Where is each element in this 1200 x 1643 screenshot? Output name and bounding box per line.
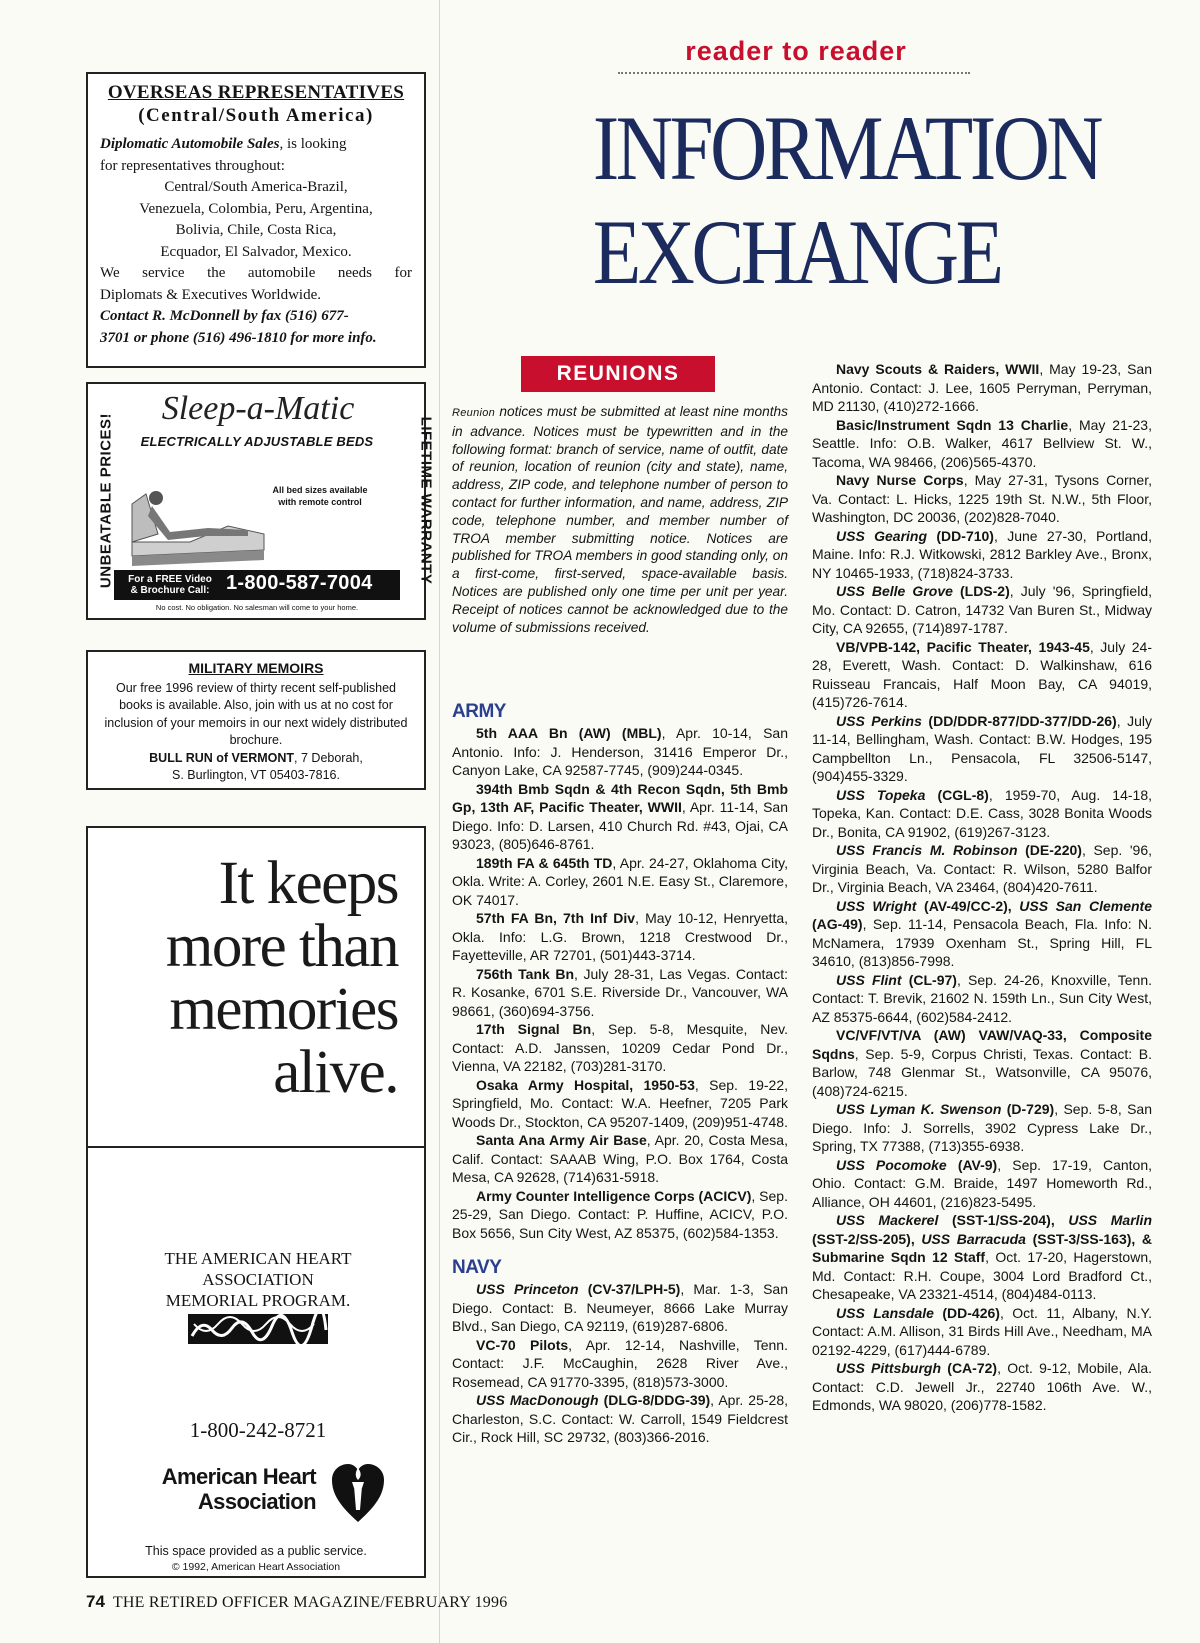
ship-name: USS Barracuda: [921, 1230, 1026, 1247]
overseas-line2: for representatives throughout:: [100, 157, 285, 174]
unit-name: Osaka Army Hospital, 1950-53: [476, 1076, 695, 1093]
entry-details: , May 19-23, San Antonio. Contact: J. Lee, 1605 Perryman, Perryman, MD 21130, (410)272-1666.: [812, 361, 1152, 414]
reunion-entry: [812, 360, 1152, 416]
entry-details: , Sep. '96, Virginia Beach, Va. Contact: R. Wilson, 5280 Balfor Dr., Virginia Beach, VA 23464, (804)420-7611.: [812, 842, 1153, 895]
unit-name: Basic/Instrument Sqdn 13 Charlie: [836, 416, 1069, 433]
entry-details: , 1959-70, Aug. 14-18, Topeka, Kan. Contact: D.E. Cass, 3028 Bonita Woods Dr., Bonita, CA 91902, (619)267-3123.: [812, 786, 1153, 840]
reunion-entry: [812, 638, 1152, 712]
entry-details: , Oct. 17-20, Hagerstown, Md. Contact: R.H. Coupe, 3004 Lord Bradford Ct., Chesapeake, VA 23321-4514, (804)484-0113.: [812, 1249, 1152, 1302]
overseas-line4: Venezuela, Colombia, Peru, Argentina,: [139, 200, 373, 217]
reunion-entry: [812, 527, 1152, 583]
entry-details: , Sep. 11-14, Pensacola Beach, Fla. Info: N. McNamera, 17939 Oxenham St., Spring Hill, FL 34610, (813)856-7998.: [812, 916, 1152, 969]
ship-name: USS Lyman K. Swenson: [836, 1101, 1002, 1117]
call-bar: [114, 570, 400, 600]
middle-column: [452, 700, 788, 1447]
entry-details: , Sep. 25-29, San Diego. Contact: P. Huffine, ACICV, P.O. Box 5656, Sun City West, AZ 85375, (602)584-1353.: [452, 1187, 788, 1241]
ship-name: USS Flint: [836, 971, 902, 988]
reunion-entry: [812, 1156, 1152, 1212]
unit-name: Navy Nurse Corps: [836, 472, 964, 488]
sleep-a-matic-phone: 1-800-587-7004: [226, 572, 373, 594]
sleep-a-matic-fine-print: No cost. No obligation. No salesman will come to your home.: [155, 603, 359, 612]
ship-name: USS Pittsburgh: [836, 1360, 942, 1376]
overseas-line7: We service the automobile needs for: [100, 265, 412, 281]
reunion-entry: [452, 1020, 788, 1076]
overseas-line5: Bolivia, Chile, Costa Rica,: [175, 222, 337, 238]
ship-name: USS Gearing: [836, 527, 928, 544]
entry-details: , Sep. 19-22, Springfield, Mo. Contact: W.A. Heefner, 7205 Park Woods Dr., Stockton, CA 95207-1409, (209)951-4748.: [452, 1076, 788, 1130]
reunion-entry: [812, 712, 1152, 786]
heart-headline: It keeps more than memories alive.: [165, 850, 398, 1106]
unit-name: (AV-49/CC-2),: [916, 897, 1020, 914]
sleep-a-matic-ad: [86, 382, 435, 620]
reunion-entry: [812, 786, 1152, 842]
bed-sizes-note: All bed sizes available with remote control: [272, 485, 368, 507]
unit-name: (CA-72): [941, 1360, 998, 1376]
entry-details: , June 27-30, Portland, Maine. Info: R.J. Witkowski, 2812 Barkley Ave., Bronx, NY 10465-1933, (718)824-3733.: [812, 527, 1152, 581]
magazine-issue: THE RETIRED OFFICER MAGAZINE/FEBRUARY 1996: [112, 1594, 508, 1611]
military-memoirs-ad: [86, 650, 426, 790]
unit-name: (CV-37/LPH-5): [578, 1281, 681, 1297]
unit-name: Santa Ana Army Air Base: [476, 1132, 647, 1148]
entry-details: , Apr. 24-27, Oklahoma City, Okla. Write: A. Corley, 2601 N.E. Easy St., Claremore, OK 74017.: [452, 854, 788, 908]
unit-name: (D-729): [1001, 1101, 1055, 1117]
ship-name: USS Lansdale: [836, 1304, 934, 1321]
entry-details: , Oct. 11, Albany, N.Y. Contact: A.M. Allison, 31 Birds Hill Ave., Needham, MA 02192-4229, (617)444-6789.: [812, 1304, 1152, 1358]
entry-details: , July '96, Springfield, Mo. Contact: D. Catron, 14732 Van Buren St., Midway City, CA 92655, (714)897-1787.: [812, 583, 1152, 636]
reunion-entry: [452, 1280, 788, 1336]
unit-name: (DLG-8/DDG-39): [598, 1392, 711, 1408]
unit-name: (SST-3/SS-163), & Submarine Sqdn 12 Staff: [812, 1230, 1152, 1265]
unit-name: 57th FA Bn, 7th Inf Div: [476, 910, 636, 926]
ship-name: USS Perkins: [836, 712, 922, 729]
ship-name: USS Mackerel: [836, 1212, 939, 1228]
unit-name: (DD-426): [933, 1304, 1000, 1321]
reunion-entry: [452, 965, 788, 1021]
army-list: [452, 724, 788, 1242]
unit-name: (LDS-2): [952, 583, 1010, 599]
page-title: INFORMATION EXCHANGE: [592, 97, 1101, 303]
heart-phone: 1-800-242-8721: [189, 1418, 327, 1442]
ship-name: USS Topeka: [836, 786, 926, 803]
entry-details: , Mar. 1-3, San Diego. Contact: B. Neumeyer, 8666 Lake Murray Blvd., San Diego, CA 92119, (619)287-6806.: [452, 1281, 789, 1334]
unit-name: 189th FA & 645th TD: [476, 854, 613, 871]
reunion-entry: [812, 1304, 1152, 1360]
memoirs-address-line: BULL RUN of VERMONT, 7 Deborah,: [149, 750, 363, 765]
navy-list: [452, 1280, 788, 1447]
unit-name: VC-70 Pilots: [476, 1336, 569, 1353]
reunion-entry: [812, 582, 1152, 638]
reunion-entry: [812, 1100, 1152, 1156]
entry-details: , July 28-31, Las Vegas. Contact: R. Kosanke, 6701 S.E. Riverside Dr., Vancouver, WA 98661, (360)694-3756.: [452, 965, 788, 1019]
overseas-company: Diplomatic Automobile Sales: [100, 136, 280, 152]
unit-name: VC/VF/VT/VA (AW) VAW/VAQ-33, Composite Sqdns: [812, 1027, 1152, 1062]
unit-name: Navy Scouts & Raiders, WWII: [836, 361, 1040, 377]
page-fold: [439, 0, 440, 1643]
unit-name: (SST-2/SS-205),: [812, 1230, 922, 1247]
overseas-line3: Central/South America-Brazil,: [164, 179, 348, 195]
reunion-entry: [812, 1359, 1152, 1415]
memoirs-org: BULL RUN of VERMONT: [149, 750, 295, 765]
unit-name: (CL-97): [901, 971, 957, 988]
reunion-entry: [452, 1391, 788, 1447]
unit-name: (AG-49): [812, 916, 863, 932]
entry-details: , May 10-12, Henryetta, Okla. Info: L.G. Brown, 1218 Crestwood Dr., Fayetteville, AR 72701, (501)443-3714.: [452, 910, 789, 963]
section-kicker: reader to reader: [685, 36, 907, 66]
entry-details: , Apr. 10-14, San Antonio. Info: J. Henderson, 31416 Emperor Dr., Canyon Lake, CA 92587-7745, (909)244-0345.: [452, 725, 788, 778]
entry-details: , Apr. 12-14, Nashville, Tenn. Contact: J.F. McCaughin, 2628 River Ave., Rosemead, CA 91770-3395, (818)573-3000.: [452, 1336, 788, 1390]
reunions-badge: REUNIONS: [521, 356, 715, 392]
overseas-line6: Ecquador, El Salvador, Mexico.: [160, 243, 352, 260]
heart-copyright: © 1992, American Heart Association: [171, 1561, 341, 1573]
entry-details: , Apr. 20, Costa Mesa, Calif. Contact: SAAAB Wing, P.O. Box 1764, Costa Mesa, CA 92628, (714)631-5918.: [452, 1132, 788, 1185]
memoirs-title: MILITARY MEMOIRS: [188, 660, 324, 676]
reunion-entry: [452, 780, 788, 854]
public-service-note: This space provided as a public service.: [145, 1544, 367, 1558]
adjustable-bed-illustration: [128, 464, 268, 568]
entry-details: , Sep. 5-8, Mesquite, Nev. Contact: A.D. Janssen, 10209 Cedar Pond Dr., Vienna, VA 22182, (703)281-3170.: [452, 1021, 788, 1074]
reunion-entry: [812, 471, 1152, 527]
reunion-entry: [452, 1076, 788, 1132]
reunion-entry: [812, 416, 1152, 472]
reunion-entry: [812, 1211, 1152, 1304]
unit-name: (DE-220): [1017, 842, 1082, 858]
ship-name: USS Belle Grove: [836, 583, 953, 599]
ship-name: USS Princeton: [476, 1281, 579, 1297]
heart-torch-icon: [330, 1460, 386, 1524]
decorative-band: [188, 1314, 328, 1344]
reunion-entry: [452, 854, 788, 910]
ship-name: USS Francis M. Robinson: [836, 842, 1018, 858]
overseas-line1: Diplomatic Automobile Sales, is looking: [100, 136, 347, 152]
army-heading: ARMY: [452, 701, 506, 722]
unit-name: VB/VPB-142, Pacific Theater, 1943-45: [836, 638, 1090, 655]
reunion-entry: [812, 971, 1152, 1027]
unit-name: (CGL-8): [925, 786, 989, 803]
reunion-entry: [452, 909, 788, 965]
memoirs-body: Our free 1996 review of thirty recent self-published books is available. Also, join with us at no cost for inclusion of your memoirs in our next widely distributed brochure.: [104, 680, 408, 747]
reunion-entry: [812, 841, 1152, 897]
entry-details: , Apr. 25-28, Charleston, S.C. Contact: W. Carroll, 1549 Fieldcrest Cir., Rock Hill, SC 29732, (803)366-2016.: [452, 1392, 788, 1445]
right-column: [812, 360, 1152, 1415]
overseas-title: OVERSEAS REPRESENTATIVES: [107, 82, 405, 103]
page-footer: [86, 1592, 507, 1612]
entry-details: , Sep. 5-9, Corpus Christi, Texas. Contact: B. Barlow, 748 Glenmar St., Watsonville, CA 95076, (408)724-6215.: [812, 1045, 1152, 1099]
unit-name: 394th Bmb Sqdn & 4th Recon Sqdn, 5th Bmb Gp, 13th AF, Pacific Theater, WWII: [452, 780, 788, 815]
lifetime-warranty-text: LIFETIME WARRANTY: [417, 416, 435, 585]
navy-list-continued: [812, 360, 1152, 1415]
american-heart-association-name: American Heart Association: [161, 1464, 316, 1514]
navy-heading: NAVY: [452, 1257, 502, 1278]
unbeatable-prices-text: UNBEATABLE PRICES!: [97, 412, 115, 589]
free-video-text: For a FREE Video & Brochure Call:: [128, 574, 212, 596]
reunions-intro: Reunion notices must be submitted at least nine months in advance. Notices must be typewritten and in the following format: branch of service, name of outfit, date of reunion, location of reunion (city and state), name, address, ZIP code, and telephone number of person to contact for further information, and name, address, ZIP code, telephone number, and member number of TROA member submitting notice. Notices are published for TROA members in good standing only, on a first-come, first-served, space-available basis. Notices are published only one time per unit per year. Receipt of notices cannot be acknowledged due to the volume of submissions received.: [452, 404, 788, 635]
reunion-entry: [452, 1131, 788, 1187]
unit-name: 756th Tank Bn: [476, 965, 575, 982]
sleep-a-matic-logo: Sleep-a-Matic: [161, 390, 355, 427]
page-number: 74: [86, 1592, 105, 1611]
reunion-entry: [812, 897, 1152, 971]
entry-details: , Sep. 17-19, Canton, Ohio. Contact: G.M. Braide, 1497 Homeworth Rd., Alliance, OH 44601, (216)823-5495.: [812, 1156, 1152, 1210]
overseas-contact1: Contact R. McDonnell by fax (516) 677-: [100, 308, 349, 324]
overseas-line8: Diplomats & Executives Worldwide.: [100, 286, 321, 303]
unit-name: (SST-1/SS-204),: [938, 1212, 1069, 1228]
entry-details: , Oct. 9-12, Mobile, Ala. Contact: C.D. Jewell Jr., 22740 106th Ave. W., Edmonds, WA 98020, (206)778-1582.: [812, 1360, 1152, 1413]
entry-details: , Sep. 24-26, Knoxville, Tenn. Contact: T. Brevik, 21602 N. 159th Ln., Sun City West, AZ 85375-6644, (602)584-2412.: [812, 971, 1152, 1025]
reunion-entry: [812, 1026, 1152, 1100]
unit-name: (DD/DDR-877/DD-377/DD-26): [921, 712, 1117, 729]
reunion-entry: [452, 724, 788, 780]
ship-name: USS MacDonough: [476, 1392, 599, 1408]
entry-details: , Sep. 5-8, San Diego. Info: J. Sorrells, 3902 Cypress Lake Dr., Spring, TX 77388, (713)355-6938.: [812, 1101, 1152, 1154]
ship-name: USS Wright: [836, 897, 917, 914]
adjustable-beds-subtitle: ELECTRICALLY ADJUSTABLE BEDS: [140, 434, 374, 449]
unit-name: (AV-9): [946, 1156, 998, 1173]
ship-name: USS San Clemente: [1019, 897, 1152, 914]
memorial-program-title: THE AMERICAN HEART ASSOCIATION MEMORIAL PROGRAM.: [164, 1249, 352, 1310]
reunion-entry: [452, 1187, 788, 1243]
ship-name: USS Pocomoke: [836, 1156, 947, 1173]
entry-details: , May 21-23, Seattle. Info: O.B. Walker, 4617 Bellview St. W., Tacoma, WA 98466, (206)565-4370.: [812, 416, 1152, 470]
entry-details: , July 11-14, Bellingham, Wash. Contact: B.W. Hodges, 195 Campbellton Ln., Pensacola, FL 32506-5147, (904)455-3329.: [812, 712, 1153, 784]
overseas-representatives-ad: [86, 72, 426, 368]
ship-name: USS Marlin: [1068, 1212, 1152, 1228]
american-heart-ad: [86, 826, 426, 1578]
entry-details: , Apr. 11-14, San Diego. Info: D. Larsen, 410 Church Rd. #43, Ojai, CA 93023, (805)646-8761.: [452, 799, 788, 852]
unit-name: (DD-710): [927, 527, 994, 544]
memoirs-address2: S. Burlington, VT 05403-7816.: [172, 768, 340, 782]
reunion-entry: [452, 1336, 788, 1392]
overseas-subtitle: (Central/South America): [138, 105, 374, 126]
unit-name: 5th AAA Bn (AW) (MBL): [476, 725, 662, 741]
entry-details: , July 24-28, Everett, Wash. Contact: D. Walkinshaw, 616 Ruisseau Francais, Half Moon Bay, CA 94019, (415)726-7614.: [812, 638, 1152, 710]
entry-details: , May 27-31, Tysons Corner, Va. Contact: L. Hicks, 1225 19th St. N.W., 5th Floor, Washington, DC 20036, (202)828-7040.: [812, 472, 1152, 525]
overseas-contact2: 3701 or phone (516) 496-1810 for more info.: [100, 329, 377, 346]
unit-name: 17th Signal Bn: [476, 1021, 592, 1037]
kicker-dotted-rule: [618, 72, 970, 74]
unit-name: Army Counter Intelligence Corps (ACICV): [476, 1187, 752, 1204]
heart-ad-divider: [88, 1146, 424, 1148]
